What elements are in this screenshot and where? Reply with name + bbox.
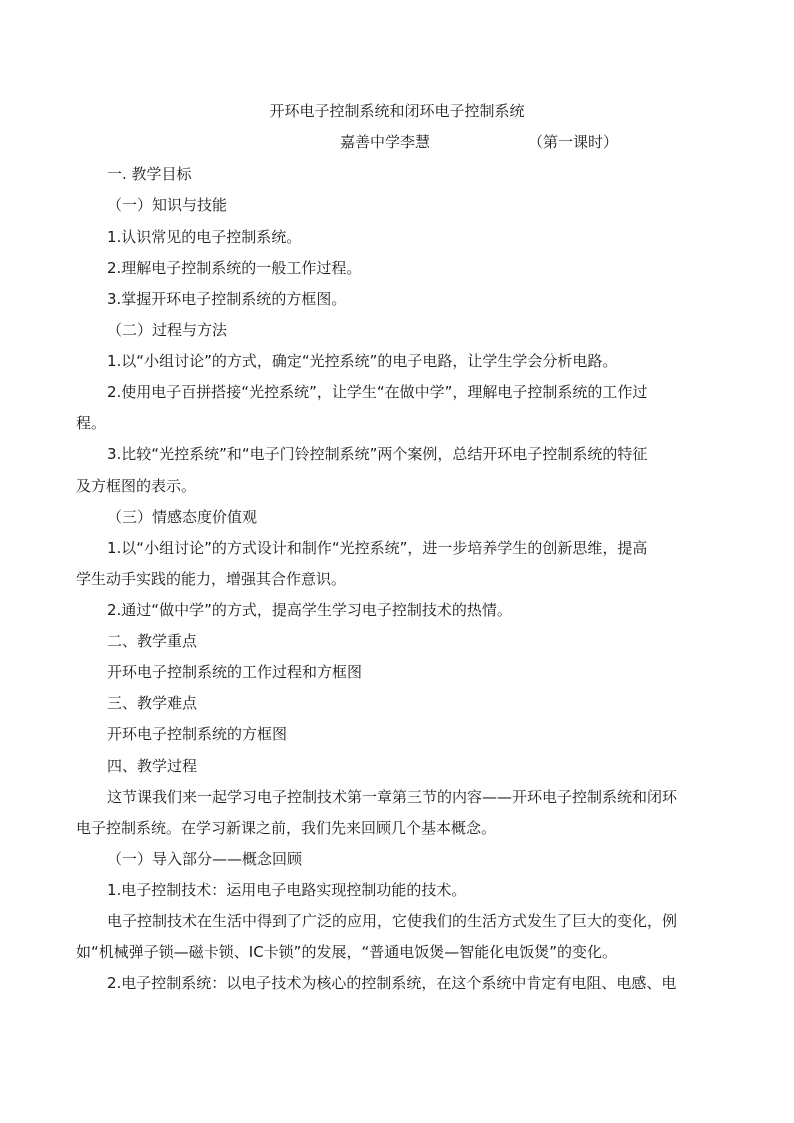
paragraph-line: 1.电子控制技术：运用电子电路实现控制功能的技术。 <box>107 881 467 899</box>
paragraph-line: 及方框图的表示。 <box>76 477 197 495</box>
paragraph-line: 程。 <box>76 414 107 432</box>
paragraph-line: 3.掌握开环电子控制系统的方框图。 <box>107 290 347 308</box>
paragraph-line: 电子控制技术在生活中得到了广泛的应用，它使我们的生活方式发生了巨大的变化，例 <box>107 912 678 930</box>
paragraph-line: 2.理解电子控制系统的一般工作过程。 <box>107 259 362 277</box>
paragraph-line: 1.认识常见的电子控制系统。 <box>107 228 302 246</box>
paragraph-line: 1.以“小组讨论”的方式，确定“光控系统”的电子电路，让学生学会分析电路。 <box>107 352 618 370</box>
paragraph-line: 2.电子控制系统：以电子技术为核心的控制系统，在这个系统中肯定有电阻、电感、电 <box>107 974 677 992</box>
paragraph-line: 3.比较“光控系统”和“电子门铃控制系统”两个案例，总结开环电子控制系统的特征 <box>107 445 648 463</box>
heading-teaching-difficulty: 三、教学难点 <box>107 694 198 712</box>
subheading-knowledge-skills: （一）知识与技能 <box>107 196 228 214</box>
heading-teaching-objectives: 一. 教学目标 <box>107 165 192 183</box>
paragraph-line: 如“机械弹子锁—磁卡锁、IC卡锁”的发展，“普通电饭煲—智能化电饭煲”的变化。 <box>76 943 617 961</box>
paragraph-line: 学生动手实践的能力，增强其合作意识。 <box>76 570 347 588</box>
paragraph-line: 这节课我们来一起学习电子控制技术第一章第三节的内容——开环电子控制系统和闭环 <box>107 788 678 806</box>
subheading-introduction: （一）导入部分——概念回顾 <box>107 850 303 868</box>
paragraph-line: 电子控制系统。在学习新课之前，我们先来回顾几个基本概念。 <box>76 819 497 837</box>
session-label: （第一课时） <box>528 133 619 151</box>
paragraph-line: 2.通过“做中学”的方式，提高学生学习电子控制技术的热情。 <box>107 601 512 619</box>
paragraph-line: 开环电子控制系统的方框图 <box>107 725 288 743</box>
author-line: 嘉善中学李慧 <box>340 133 431 151</box>
heading-teaching-process: 四、教学过程 <box>107 757 198 775</box>
heading-teaching-focus: 二、教学重点 <box>107 632 198 650</box>
subheading-process-method: （二）过程与方法 <box>107 321 228 339</box>
document-title: 开环电子控制系统和闭环电子控制系统 <box>269 102 525 120</box>
paragraph-line: 开环电子控制系统的工作过程和方框图 <box>107 663 363 681</box>
paragraph-line: 2.使用电子百拼搭接“光控系统”，让学生“在做中学”，理解电子控制系统的工作过 <box>107 383 648 401</box>
subheading-attitudes-values: （三）情感态度价值观 <box>107 508 258 526</box>
paragraph-line: 1.以“小组讨论”的方式设计和制作“光控系统”，进一步培养学生的创新思维，提高 <box>107 539 648 557</box>
